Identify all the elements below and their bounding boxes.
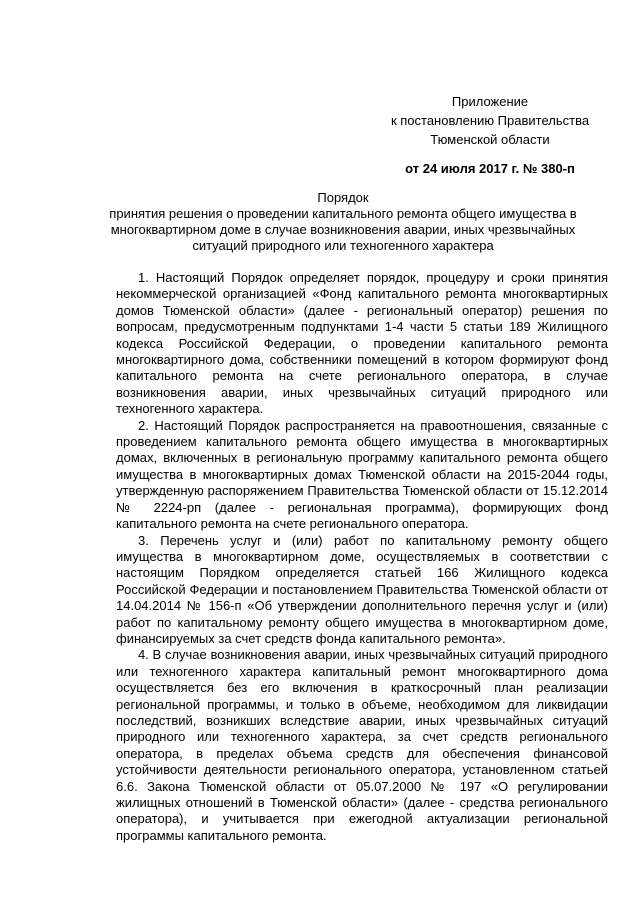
document-title <box>96 190 590 254</box>
paragraph-4: 4. В случае возникновения аварии, иных чрезвычайных ситуаций природного или техногенного характера капитальный ремонт многоквартирного дома осуществляется без его включения в краткосрочный план реализации региональной программы, и только в объеме, необходимом для ликвидации последствий, возникших вследствие аварии, иных чрезвычайных ситуаций природного или техногенного характера, за счет средств регионального оператора, в пределах объема средств для обеспечения финансовой устойчивости деятельности регионального оператора, установленном статьей 6.6. Закона Тюменской области от 05.07.2000 № 197 «О регулировании жилищных отношений в Тюменской области» (далее - средства регионального оператора), и учитывается при ежегодной актуализации региональной программы капитального ремонта. <box>116 647 608 843</box>
appendix-resolution-line2: Тюменской области <box>430 132 550 147</box>
title-subtitle: принятия решения о проведении капитального ремонта общего имущества в многоквартирном доме в случае возникновения аварии, иных чрезвычайных ситуаций природного или техногенного характера <box>109 206 577 253</box>
title-heading: Порядок <box>317 190 369 205</box>
resolution-reference: от 24 июля 2017 г. № 380-п <box>405 161 575 176</box>
document-body <box>116 270 608 844</box>
appendix-block <box>360 92 620 178</box>
paragraph-1: 1. Настоящий Порядок определяет порядок, процедуру и сроки принятия некоммерческой организацией «Фонд капитального ремонта многоквартирных домов Тюменской области» (далее - региональный оператор) решения по вопросам, предусмотренным подпунктами 1-4 части 5 статьи 189 Жилищного кодекса Российской Федерации, о проведении капитального ремонта многоквартирного дома, собственники помещений в котором формируют фонд капитального ремонта на счете регионального оператора, в случае возникновения аварии, иных чрезвычайных ситуаций природного или техногенного характера. <box>116 270 608 417</box>
paragraph-3: 3. Перечень услуг и (или) работ по капитальному ремонту общего имущества в многоквартирном доме, осуществляемых в соответствии с настоящим Порядком определяется статьей 166 Жилищного кодекса Российской Федерации и постановлением Правительства Тюменской области от 14.04.2014 № 156-п «Об утверждении дополнительного перечня услуг и (или) работ по капитальному ремонту общего имущества в многоквартирном доме, финансируемых за счет средств фонда капитального ремонта». <box>116 532 608 646</box>
appendix-label: Приложение <box>451 94 529 109</box>
appendix-resolution-line1: к постановлению Правительства <box>390 113 590 128</box>
paragraph-2: 2. Настоящий Порядок распространяется на правоотношения, связанные с проведением капитального ремонта общего имущества в многоквартирных домах, включенных в региональную программу капитального ремонта общего имущества в многоквартирных домах Тюменской области на 2015-2044 годы, утвержденную распоряжением Правительства Тюменской области от 15.12.2014 № 2224-рп (далее - региональная программа), формирующих фонд капитального ремонта на счете регионального оператора. <box>116 417 608 532</box>
